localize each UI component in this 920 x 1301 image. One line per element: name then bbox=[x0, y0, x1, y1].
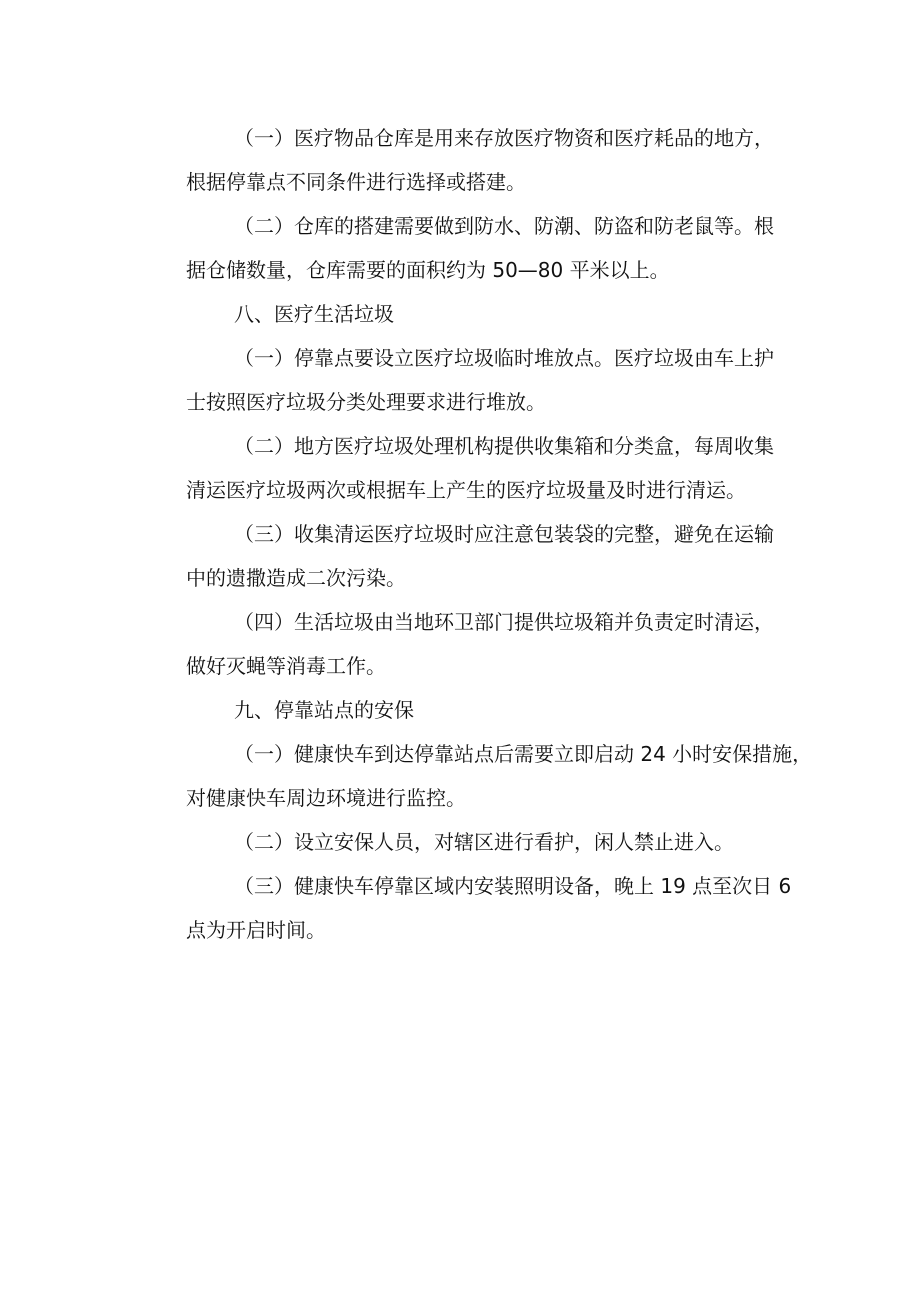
section-heading-text: 九、停靠站点的安保 bbox=[234, 698, 414, 722]
text-line: 中的遗撒造成二次污染。 bbox=[186, 566, 406, 590]
text-line: （二）仓库的搭建需要做到防水、防潮、防盗和防老鼠等。根 bbox=[234, 214, 774, 238]
text-line: （三）健康快车停靠区域内安装照明设备，晚上 19 点至次日 6 bbox=[234, 874, 792, 898]
section-heading-text: 八、医疗生活垃圾 bbox=[234, 302, 394, 326]
text-line: 做好灭蝇等消毒工作。 bbox=[186, 654, 386, 678]
text-line: （一）健康快车到达停靠站点后需要立即启动 24 小时安保措施， bbox=[234, 742, 813, 766]
paragraph-waste-2 bbox=[138, 424, 788, 512]
paragraph-warehouse-2 bbox=[138, 204, 788, 292]
text-line: 根据停靠点不同条件进行选择或搭建。 bbox=[186, 170, 526, 194]
text-line: （四）生活垃圾由当地环卫部门提供垃圾箱并负责定时清运， bbox=[234, 610, 774, 634]
paragraph-security-1 bbox=[138, 732, 813, 820]
text-line: 点为开启时间。 bbox=[186, 918, 326, 942]
document-body bbox=[138, 116, 813, 952]
paragraph-waste-3 bbox=[138, 512, 788, 600]
text-line: （一）停靠点要设立医疗垃圾临时堆放点。医疗垃圾由车上护 bbox=[234, 346, 774, 370]
text-line: 据仓储数量，仓库需要的面积约为 50—80 平米以上。 bbox=[186, 258, 670, 282]
text-line: （一）医疗物品仓库是用来存放医疗物资和医疗耗品的地方， bbox=[234, 126, 774, 150]
text-line: 士按照医疗垃圾分类处理要求进行堆放。 bbox=[186, 390, 546, 414]
text-line: （三）收集清运医疗垃圾时应注意包装袋的完整，避免在运输 bbox=[234, 522, 774, 546]
text-line: （二）设立安保人员，对辖区进行看护，闲人禁止进入。 bbox=[234, 830, 734, 854]
paragraph-waste-1 bbox=[138, 336, 788, 424]
section-heading-medical-waste bbox=[138, 292, 788, 336]
text-line: 清运医疗垃圾两次或根据车上产生的医疗垃圾量及时进行清运。 bbox=[186, 478, 746, 502]
text-line: 对健康快车周边环境进行监控。 bbox=[186, 786, 466, 810]
paragraph-waste-4 bbox=[138, 600, 788, 688]
paragraph-security-2 bbox=[138, 820, 788, 864]
paragraph-security-3 bbox=[138, 864, 792, 952]
text-line: （二）地方医疗垃圾处理机构提供收集箱和分类盒，每周收集 bbox=[234, 434, 774, 458]
section-heading-security bbox=[138, 688, 788, 732]
paragraph-warehouse-1 bbox=[138, 116, 788, 204]
